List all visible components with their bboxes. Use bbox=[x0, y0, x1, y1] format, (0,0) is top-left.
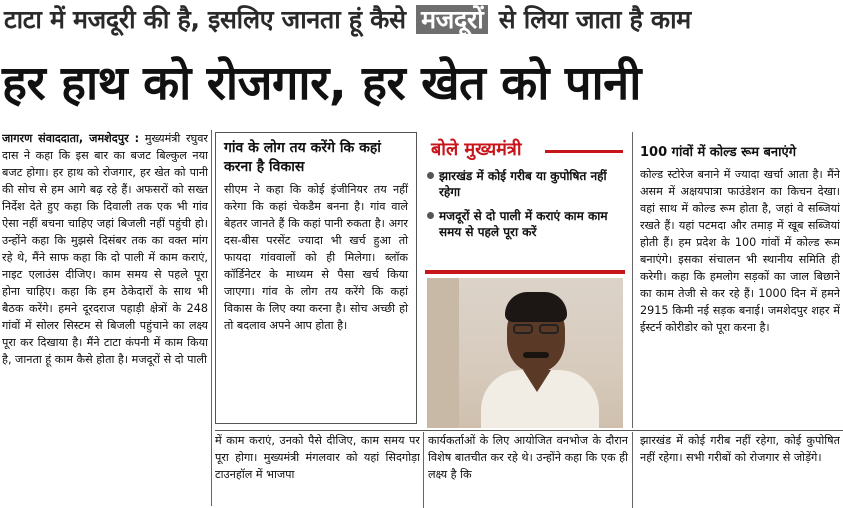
bottom-column-3: कार्यकर्ताओं के लिए आयोजित वनभोज के दौरान विशेष बातचीत कर रहे थे। उन्होंने कहा कि एक ही लक्ष्य है कि bbox=[428, 434, 628, 481]
byline: जागरण संवाददाता, जमशेदपुर : bbox=[2, 132, 140, 145]
photo-figure-hair bbox=[505, 292, 567, 322]
quote-box-title: बोले मुख्यमंत्री bbox=[431, 139, 522, 160]
column-divider bbox=[632, 132, 633, 428]
column-4-text: कोल्ड स्टोरेज बनाने में ज्यादा खर्चा आता है। मैंने असम में अक्षयपात्रा फाउंडेशन का किचन देखा। वहां साथ में कोल्ड रूम होता है, जहां वे सब्जियां रखते हैं। यहां पटमदा और तमाड़ में खूब सब्जियां होती हैं। हम प्रदेश के 100 गांवों में कोल्ड रूम बनाएंगे। इसका संचालन भी स्थानीय समिति ही करेगी। कहा कि हमलोग सड़कों का जाल बिछाने का काम तेजी से कर रहे हैं। 1000 दिन में हमने 2915 किमी नई सड़क बनाई। जमशेदपुर शहर में ईस्टर्न कोरीडोर को पूरा करना है। bbox=[640, 168, 840, 334]
kicker-headline bbox=[0, 0, 843, 40]
quote-bullet-list bbox=[425, 168, 625, 240]
column-divider bbox=[423, 432, 424, 508]
box-text: सीएम ने कहा कि कोई इंजीनियर तय नहीं करेगा कि कहां चेकडैम बनना है। गांव वाले बेहतर जानते हैं कि कहां पानी रुकता है। अगर दस-बीस परसेंट ज्यादा भी खर्च हुआ तो फायदा गांववालों को ही मिलेगा। ब्लॉक कॉर्डिनेटर के माध्यम से पैसा खर्च किया जाएगा। गांव के लोग तय करेंगे कि कहां विकास के लिए क्या करना है। सोच अच्छी हो तो बदलाव अपने आप होता है। bbox=[224, 183, 408, 332]
horizontal-rule bbox=[215, 430, 843, 431]
article-column-1 bbox=[2, 130, 208, 506]
quote-box-chief-minister bbox=[425, 138, 625, 428]
title-rule bbox=[545, 150, 623, 153]
sidebar-box-village-development bbox=[215, 132, 417, 424]
box-heading: गांव के लोग तय करेंगे कि कहां करना है विकास bbox=[224, 140, 381, 175]
photo-background bbox=[427, 278, 459, 428]
kicker-text-part1: टाटा में मजदूरी की है, इसलिए जानता हूं कैसे bbox=[4, 5, 406, 34]
quote-bullet-text: मजदूरों से दो पाली में कराएं काम काम समय से पहले पूरा करें bbox=[439, 209, 608, 239]
bottom-column-4: झारखंड में कोई गरीब नहीं रहेगा, कोई कुपोषित नहीं रहेगा। सभी गरीबों को रोजगार से जोड़ेंगे। bbox=[640, 434, 840, 464]
chief-minister-photo bbox=[427, 278, 623, 428]
column-divider bbox=[632, 432, 633, 508]
kicker-highlight: मजदूरों bbox=[416, 5, 488, 34]
quote-bullet-item bbox=[425, 168, 625, 200]
column-4-heading: 100 गांवों में कोल्ड रूम बनाएंगे bbox=[640, 145, 797, 160]
bottom-column-2: में काम कराएं, उनको पैसे दीजिए, काम समय पर पूरा होगा। मुख्यमंत्री मंगलवार को यहां सिदगोड़ा टाउनहॉल में भाजपा bbox=[215, 434, 420, 481]
quote-bullet-item bbox=[425, 208, 625, 240]
main-headline: हर हाथ को रोजगार, हर खेत को पानी bbox=[2, 56, 641, 111]
kicker-text-part2: से लिया जाता है काम bbox=[498, 5, 691, 34]
quote-bullet-text: झारखंड में कोई गरीब या कुपोषित नहीं रहेगा bbox=[439, 169, 607, 199]
article-column-cold-room bbox=[640, 144, 840, 429]
photo-figure-mustache bbox=[523, 352, 549, 358]
column-divider bbox=[211, 130, 212, 506]
photo-figure-glasses bbox=[511, 324, 561, 334]
bullet-icon bbox=[427, 212, 434, 219]
red-divider-bar bbox=[425, 270, 625, 274]
bullet-icon bbox=[427, 172, 434, 179]
column-1-text: मुख्यमंत्री रघुवर दास ने कहा कि इस बार का बजट बिल्कुल नया बजट होगा। हर हाथ को रोजगार, हर खेत को पानी की सोच से हम आगे बढ़ रहे हैं। अफसरों को सख्त निर्देश देते हुए कहा कि दिवाली तक एक भी गांव ऐसा नहीं बचना चाहिए जहां बिजली नहीं पहुंची हो। उन्होंने कहा कि मुझसे दिसंबर तक का वक्त मांग रहे थे, मैंने साफ कहा कि दो पाली में काम कराएं, नाइट एलाउंस दीजिए। काम समय से पहले पूरा होना चाहिए। कहा कि हम ठेकेदारों के साथ भी बैठक करेंगे। हमने दूरदराज पहाड़ी क्षेत्रों के 248 गांवों में सोलर सिस्टम से बिजली पहुंचाने का लक्ष्य पूरा कर दिखाया है। मैंने टाटा कंपनी में काम किया है, जानता हूं काम कैसे होता है। मजदूरों से दो पाली bbox=[2, 132, 208, 366]
